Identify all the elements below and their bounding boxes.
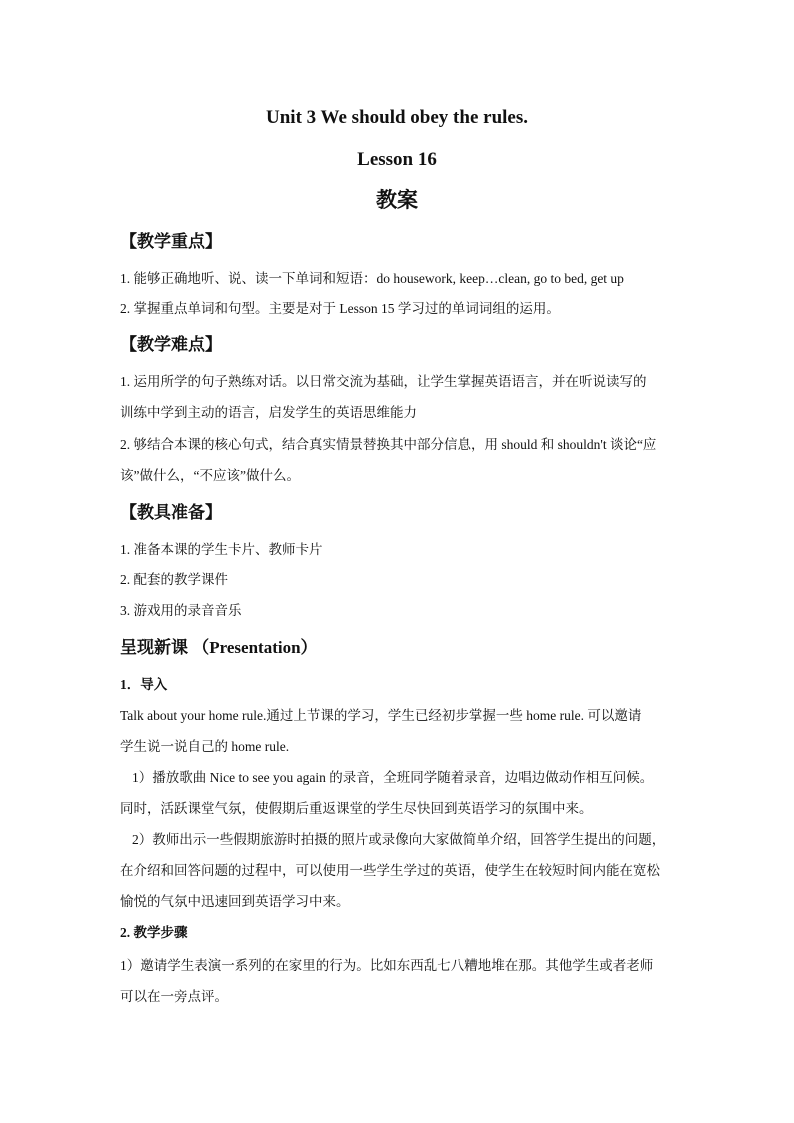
key-point-1: 1. 能够正确地听、说、读一下单词和短语：do housework, keep…clean, go to bed, get up <box>120 271 624 286</box>
presentation-heading: 呈现新课 （Presentation） <box>120 638 318 657</box>
unit-title: Unit 3 We should obey the rules. <box>266 107 528 128</box>
section-heading-key-points: 【教学重点】 <box>120 232 222 251</box>
teaching-step-line-1: 1）邀请学生表演一系列的在家里的行为。比如东西乱七八糟地堆在那。其他学生或者老师 <box>120 958 654 973</box>
material-3: 3. 游戏用的录音音乐 <box>120 603 242 618</box>
step1-line-2: 同时，活跃课堂气氛，使假期后重返课堂的学生尽快回到英语学习的氛围中来。 <box>120 801 593 816</box>
step1-line-1: 1）播放歌曲 Nice to see you again 的录音，全班同学随着录音，边唱边做动作相互问候。 <box>132 770 654 785</box>
teaching-step-line-2: 可以在一旁点评。 <box>120 989 228 1004</box>
material-1: 1. 准备本课的学生卡片、教师卡片 <box>120 542 323 557</box>
step2-line-2: 在介绍和回答问题的过程中，可以使用一些学生学过的英语，使学生在较短时间内能在宽松 <box>120 863 660 878</box>
intro-line-2: 学生说一说自己的 home rule. <box>120 739 290 754</box>
step2-line-1: 2）教师出示一些假期旅游时拍摄的照片或录像向大家做简单介绍，回答学生提出的问题， <box>132 832 666 847</box>
presentation-sub-intro: 1．导入 <box>120 677 168 692</box>
presentation-sub-steps: 2. 教学步骤 <box>120 925 188 940</box>
step2-line-3: 愉悦的气氛中迅速回到英语学习中来。 <box>120 894 350 909</box>
material-2: 2. 配套的教学课件 <box>120 572 228 587</box>
difficulty-line-1: 1. 运用所学的句子熟练对话。以日常交流为基础，让学生掌握英语语言，并在听说读写的 <box>120 374 647 389</box>
difficulty-line-2: 训练中学到主动的语言，启发学生的英语思维能力 <box>120 405 417 420</box>
section-heading-difficulties: 【教学难点】 <box>120 335 222 354</box>
intro-line-1: Talk about your home rule.通过上节课的学习，学生已经初步掌握一些 home rule. 可以邀请 <box>120 708 642 723</box>
key-point-2: 2. 掌握重点单词和句型。主要是对于 Lesson 15 学习过的单词词组的运用。 <box>120 301 560 316</box>
difficulty-line-4: 该”做什么，“不应该”做什么。 <box>120 468 300 483</box>
doc-subtitle: 教案 <box>376 188 418 212</box>
lesson-title: Lesson 16 <box>357 149 437 170</box>
section-heading-materials: 【教具准备】 <box>120 503 222 522</box>
difficulty-line-3: 2. 够结合本课的核心句式，结合真实情景替换其中部分信息，用 should 和 shouldn't 谈论“应 <box>120 437 657 452</box>
